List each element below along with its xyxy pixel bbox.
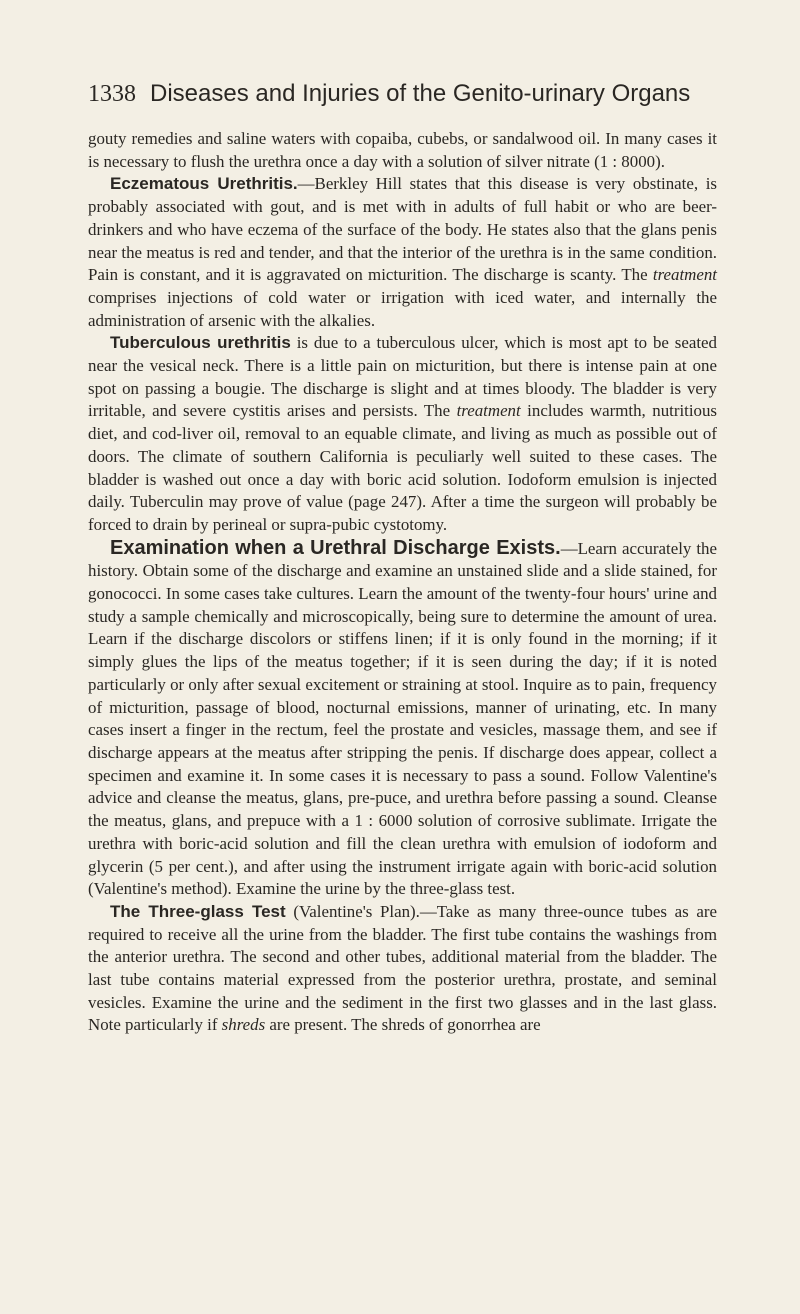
body-text <box>88 128 717 1037</box>
section-heading-tuberculous-urethritis: Tuberculous urethritis <box>110 333 291 353</box>
paragraph-text: includes warmth, nutritious diet, and cod-liver oil, removal to an equable climate, and living as much as possible out of doors. The climate of southern California is peculiarly well suited to these cases. The bladder is washed out once a day with boric acid solution. Iodoform emulsion is injected daily. Tuberculin may prove of value (page 247). After a time the surgeon will probably be forced to drain by perineal or supra-pubic cystotomy. <box>88 401 717 534</box>
paragraph-three-glass-test <box>88 901 717 1037</box>
emphasis-treatment: treatment <box>456 401 521 421</box>
emphasis-treatment: treatment <box>652 265 717 285</box>
running-header <box>88 80 690 108</box>
section-heading-examination: Examination when a Urethral Discharge Exists. <box>110 536 561 559</box>
paragraph-tuberculous-urethritis <box>88 332 717 536</box>
paragraph-text: comprises injections of cold water or irrigation with iced water, and internally the administration of arsenic with the alkalies. <box>88 287 717 330</box>
paragraph-continuation: gouty remedies and saline waters with copaiba, cubebs, or sandalwood oil. In many cases it is necessary to flush the urethra once a day with a solution of silver nitrate (1 : 8000). <box>88 129 717 171</box>
paragraph-text: —Learn accurately the history. Obtain some of the discharge and examine an unstained slide and a slide stained, for gonococci. In some cases take cultures. Learn the amount of the twenty-four hours' urine and study a sample chemically and microscopically, being sure to determine the amount of urea. Learn if the discharge discolors or stiffens linen; if it is only found in the morning; if it simply glues the lips of the meatus together; if it is seen during the day; if it is noted particularly or only after sexual excitement or straining at stool. Inquire as to pain, frequency of micturition, passage of blood, nocturnal emissions, manner of urinating, etc. In many cases insert a finger in the rectum, feel the prostate and vesicles, massage them, and see if discharge appears at the meatus after stripping the penis. If discharge does appear, collect a specimen and examine it. In some cases it is necessary to pass a sound. Follow Valentine's advice and cleanse the meatus, glans, pre-puce, and urethra before passing a sound. Cleanse the meatus, glans, and prepuce with a 1 : 6000 solution of corrosive sublimate. Irrigate the urethra with boric-acid solution and fill the clean urethra with emulsion of iodoform and glycerin (5 per cent.), and after using the instrument irrigate again with boric-acid solution (Valentine's method). Examine the urine by the three-glass test. <box>88 538 717 899</box>
paragraph-text: (Valentine's Plan).—Take as many three-ounce tubes as are required to receive all the urine from the bladder. The first tube contains the washings from the anterior urethra. The second and other tubes, additional material from the bladder. The last tube contains material expressed from the posterior urethra, prostate, and seminal vesicles. Examine the urine and the sediment in the first two glasses and in the last glass. Note particularly if <box>88 901 717 1035</box>
section-heading-three-glass-test: The Three-glass Test <box>110 901 286 921</box>
paragraph-examination <box>88 537 717 901</box>
page-number: 1338 <box>88 81 136 107</box>
paragraph-text: are present. The shreds of gonorrhea are <box>265 1015 541 1035</box>
section-heading-eczematous-urethritis: Eczematous Urethritis. <box>110 174 298 194</box>
paragraph-eczematous-urethritis <box>88 173 717 332</box>
paragraph-text: is due to a tuberculous ulcer, which is most apt to be seated near the vesical neck. There is a little pain on micturition, but there is intense pain at one spot on passing a bougie. The discharge is slight and at times bloody. The bladder is very irritable, and severe cystitis arises and persists. The <box>88 333 717 421</box>
running-title: Diseases and Injuries of the Genito-urinary Organs <box>150 80 691 107</box>
emphasis-shreds: shreds <box>221 1015 266 1035</box>
paragraph-text: —Berkley Hill states that this disease is very obstinate, is probably associated with gout, and is met with in adults of full habit or who are beer-drinkers and who have eczema of the surface of the body. He states also that the glans penis near the meatus is red and tender, and that the interior of the urethra is in the same condition. Pain is constant, and it is aggravated on micturition. The discharge is scanty. The <box>88 174 717 285</box>
